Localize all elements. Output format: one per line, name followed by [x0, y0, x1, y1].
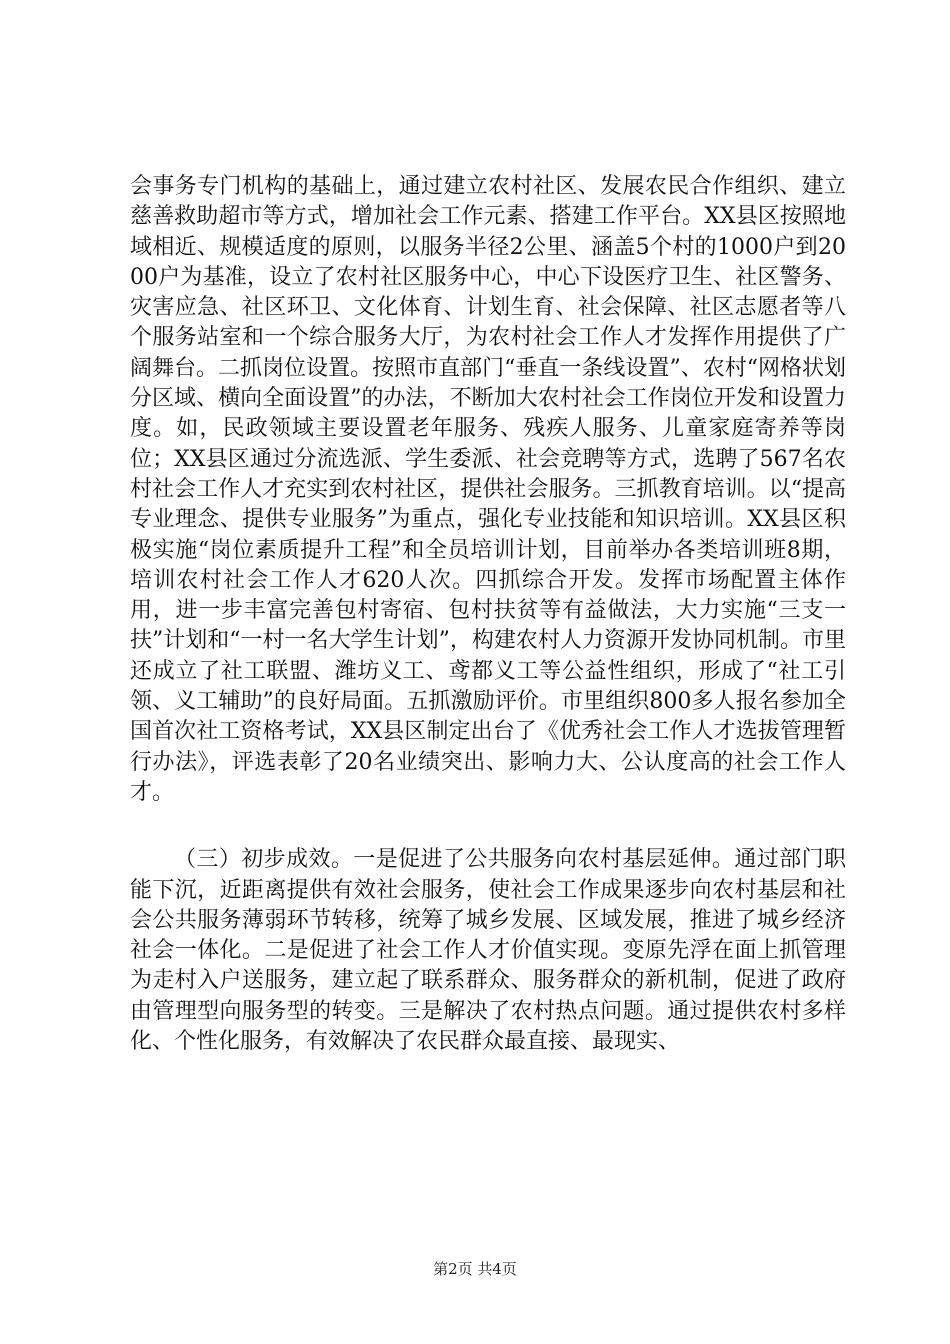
page-footer [0, 1258, 950, 1279]
body-paragraph-1: 会事务专门机构的基础上，通过建立农村社区、发展农民合作组织、建立慈善救助超市等方式，增加社会工作元素、搭建工作平台。XX县区按照地域相近、规模适度的原则，以服务半径2公里、涵盖5个村的1000户到2000户为基准，设立了农村社区服务中心，中心下设医疗卫生、社区警务、灾害应急、社区环卫、文化体育、计划生育、社会保障、社区志愿者等八个服务站室和一个综合服务大厅，为农村社会工作人才发挥作用提供了广阔舞台。二抓岗位设置。按照市直部门“垂直一条线设置”、农村“网格状划分区域、横向全面设置”的办法，不断加大农村社会工作岗位开发和设置力度。如，民政领域主要设置老年服务、残疾人服务、儿童家庭寄养等岗位；XX县区通过分流选派、学生委派、社会竞聘等方式，选聘了567名农村社会工作人才充实到农村社区，提供社会服务。三抓教育培训。以“提高专业理念、提供专业服务”为重点，强化专业技能和知识培训。XX县区积极实施“岗位素质提升工程”和全员培训计划，目前举办各类培训班8期，培训农村社会工作人才620人次。四抓综合开发。发挥市场配置主体作用，进一步丰富完善包村寄宿、包村扶贫等有益做法，大力实施“三支一扶”计划和“一村一名大学生计划”，构建农村人力资源开发协同机制。市里还成立了社工联盟、潍坊义工、鸢都义工等公益性组织，形成了“社工引领、义工辅助”的良好局面。五抓激励评价。市里组织800多人报名参加全国首次社工资格考试，XX县区制定出台了《优秀社会工作人才选拔管理暂行办法》，评选表彰了20名业绩突出、影响力大、公认度高的社会工作人才。 [130, 174, 846, 805]
document-body [130, 172, 846, 1057]
body-paragraph-2: （三）初步成效。一是促进了公共服务向农村基层延伸。通过部门职能下沉，近距离提供有效社会服务，使社会工作成果逐步向农村基层和社会公共服务薄弱环节转移，统筹了城乡发展、区域发展，推进了城乡经济社会一体化。二是促进了社会工作人才价值实现。变原先浮在面上抓管理为走村入户送服务，建立起了联系群众、服务群众的新机制，促进了政府由管理型向服务型的转变。三是解决了农村热点问题。通过提供农村多样化、个性化服务，有效解决了农民群众最直接、最现实、 [130, 847, 846, 1055]
page-number-label: 第2页 共4页 [433, 1260, 517, 1278]
